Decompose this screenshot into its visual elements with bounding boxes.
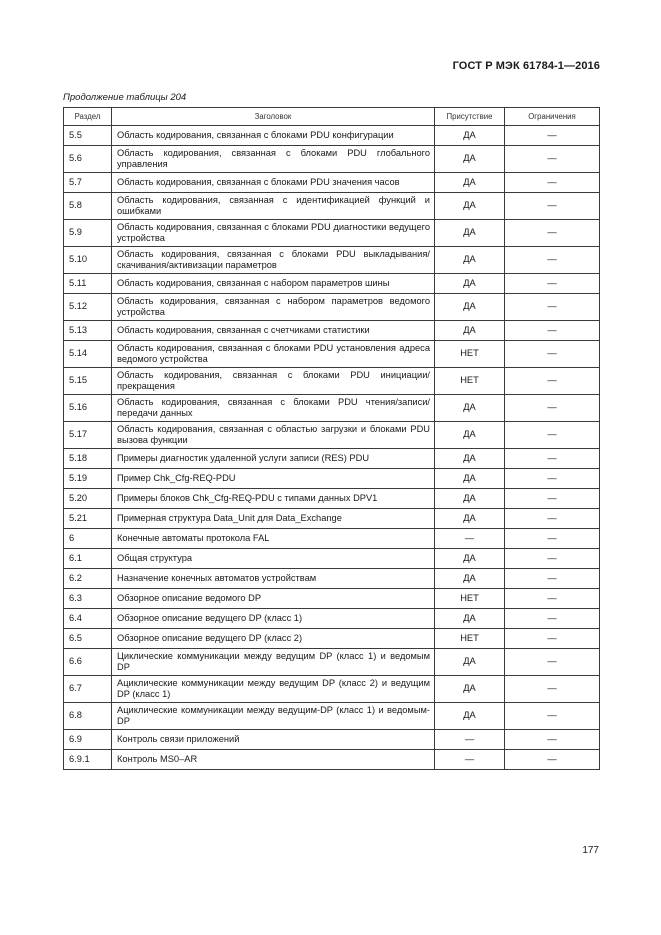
- cell-presence: —: [435, 529, 505, 549]
- cell-section: 6.9.1: [64, 750, 112, 770]
- cell-limits: —: [505, 589, 600, 609]
- cell-presence: ДА: [435, 569, 505, 589]
- cell-section: 5.9: [64, 220, 112, 247]
- cell-title: Область кодирования, связанная с счетчиками статистики: [112, 321, 435, 341]
- table-row: [64, 368, 600, 395]
- table-row: [64, 469, 600, 489]
- table-row: [64, 676, 600, 703]
- requirements-table: [63, 107, 600, 770]
- cell-limits: —: [505, 529, 600, 549]
- cell-title: Область кодирования, связанная с набором параметров ведомого устройства: [112, 294, 435, 321]
- cell-section: 5.12: [64, 294, 112, 321]
- cell-limits: —: [505, 703, 600, 730]
- cell-presence: ДА: [435, 193, 505, 220]
- cell-title: Циклические коммуникации между ведущим DP (класс 1) и ведомым DP: [112, 649, 435, 676]
- cell-presence: НЕТ: [435, 341, 505, 368]
- cell-presence: НЕТ: [435, 589, 505, 609]
- table-row: [64, 321, 600, 341]
- cell-title: Обзорное описание ведущего DP (класс 1): [112, 609, 435, 629]
- cell-section: 5.14: [64, 341, 112, 368]
- column-header-section: Раздел: [64, 108, 112, 126]
- table-row: [64, 274, 600, 294]
- cell-presence: ДА: [435, 509, 505, 529]
- cell-title: Область кодирования, связанная с блоками PDU глобального управления: [112, 146, 435, 173]
- standard-designation: ГОСТ Р МЭК 61784-1—2016: [452, 60, 600, 72]
- table-row: [64, 247, 600, 274]
- table-row: [64, 126, 600, 146]
- table-row: [64, 341, 600, 368]
- cell-limits: —: [505, 489, 600, 509]
- cell-presence: ДА: [435, 549, 505, 569]
- cell-title: Обзорное описание ведомого DP: [112, 589, 435, 609]
- table-row: [64, 422, 600, 449]
- table-row: [64, 529, 600, 549]
- table-row: [64, 220, 600, 247]
- cell-title: Область кодирования, связанная с набором параметров шины: [112, 274, 435, 294]
- cell-title: Область кодирования, связанная с областью загрузки и блоками PDU вызова функции: [112, 422, 435, 449]
- cell-limits: —: [505, 368, 600, 395]
- cell-section: 5.13: [64, 321, 112, 341]
- cell-title: Область кодирования, связанная с блоками PDU значения часов: [112, 173, 435, 193]
- cell-limits: —: [505, 247, 600, 274]
- cell-title: Область кодирования, связанная с блоками PDU инициации/прекращения: [112, 368, 435, 395]
- cell-limits: —: [505, 274, 600, 294]
- table-row: [64, 146, 600, 173]
- cell-section: 6.2: [64, 569, 112, 589]
- cell-section: 6.3: [64, 589, 112, 609]
- cell-section: 6.6: [64, 649, 112, 676]
- cell-limits: —: [505, 549, 600, 569]
- cell-presence: ДА: [435, 294, 505, 321]
- cell-section: 5.6: [64, 146, 112, 173]
- cell-limits: —: [505, 569, 600, 589]
- cell-presence: ДА: [435, 274, 505, 294]
- table-row: [64, 509, 600, 529]
- cell-presence: ДА: [435, 321, 505, 341]
- cell-section: 5.11: [64, 274, 112, 294]
- cell-limits: —: [505, 220, 600, 247]
- cell-presence: ДА: [435, 173, 505, 193]
- cell-presence: ДА: [435, 220, 505, 247]
- cell-limits: —: [505, 294, 600, 321]
- cell-presence: ДА: [435, 489, 505, 509]
- cell-title: Примерная структура Data_Unit для Data_Exchange: [112, 509, 435, 529]
- table-row: [64, 395, 600, 422]
- table-caption: Продолжение таблицы 204: [63, 92, 187, 103]
- cell-section: 5.21: [64, 509, 112, 529]
- cell-title: Область кодирования, связанная с блоками PDU конфигурации: [112, 126, 435, 146]
- cell-limits: —: [505, 649, 600, 676]
- table-row: [64, 294, 600, 321]
- table-row: [64, 549, 600, 569]
- cell-presence: ДА: [435, 703, 505, 730]
- cell-title: Область кодирования, связанная с блоками PDU выкладывания/скачивания/активизации параметров: [112, 247, 435, 274]
- cell-limits: —: [505, 422, 600, 449]
- cell-limits: —: [505, 193, 600, 220]
- cell-limits: —: [505, 341, 600, 368]
- cell-limits: —: [505, 146, 600, 173]
- cell-title: Ациклические коммуникации между ведущим DP (класс 2) и ведущим DP (класс 1): [112, 676, 435, 703]
- cell-presence: ДА: [435, 676, 505, 703]
- cell-title: Обзорное описание ведущего DP (класс 2): [112, 629, 435, 649]
- cell-presence: ДА: [435, 469, 505, 489]
- cell-presence: ДА: [435, 395, 505, 422]
- cell-limits: —: [505, 730, 600, 750]
- cell-title: Область кодирования, связанная с блоками PDU чтения/записи/передачи данных: [112, 395, 435, 422]
- cell-section: 6.5: [64, 629, 112, 649]
- cell-presence: —: [435, 750, 505, 770]
- cell-limits: —: [505, 750, 600, 770]
- cell-section: 5.7: [64, 173, 112, 193]
- cell-limits: —: [505, 173, 600, 193]
- table-row: [64, 173, 600, 193]
- cell-section: 6: [64, 529, 112, 549]
- column-header-title: Заголовок: [112, 108, 435, 126]
- cell-title: Конечные автоматы протокола FAL: [112, 529, 435, 549]
- cell-title: Контроль связи приложений: [112, 730, 435, 750]
- cell-section: 5.10: [64, 247, 112, 274]
- cell-section: 5.5: [64, 126, 112, 146]
- cell-section: 5.8: [64, 193, 112, 220]
- cell-presence: ДА: [435, 146, 505, 173]
- table-row: [64, 609, 600, 629]
- table-row: [64, 569, 600, 589]
- cell-presence: НЕТ: [435, 368, 505, 395]
- cell-title: Область кодирования, связанная с блоками PDU установления адреса ведомого устройства: [112, 341, 435, 368]
- table-row: [64, 589, 600, 609]
- page-number: 177: [582, 845, 599, 856]
- cell-limits: —: [505, 469, 600, 489]
- cell-section: 5.19: [64, 469, 112, 489]
- cell-limits: —: [505, 609, 600, 629]
- table-row: [64, 193, 600, 220]
- cell-title: Примеры блоков Chk_Cfg-REQ-PDU с типами данных DPV1: [112, 489, 435, 509]
- cell-title: Область кодирования, связанная с идентификацией функций и ошибками: [112, 193, 435, 220]
- cell-presence: ДА: [435, 126, 505, 146]
- cell-section: 6.1: [64, 549, 112, 569]
- cell-presence: ДА: [435, 449, 505, 469]
- cell-title: Пример Chk_Cfg-REQ-PDU: [112, 469, 435, 489]
- table-row: [64, 449, 600, 469]
- cell-section: 5.15: [64, 368, 112, 395]
- table-row: [64, 629, 600, 649]
- cell-section: 5.17: [64, 422, 112, 449]
- cell-section: 6.4: [64, 609, 112, 629]
- table-row: [64, 489, 600, 509]
- cell-title: Область кодирования, связанная с блоками PDU диагностики ведущего устройства: [112, 220, 435, 247]
- cell-limits: —: [505, 126, 600, 146]
- cell-limits: —: [505, 676, 600, 703]
- column-header-presence: Присутствие: [435, 108, 505, 126]
- cell-title: Общая структура: [112, 549, 435, 569]
- cell-section: 5.18: [64, 449, 112, 469]
- cell-limits: —: [505, 321, 600, 341]
- cell-limits: —: [505, 629, 600, 649]
- cell-title: Назначение конечных автоматов устройствам: [112, 569, 435, 589]
- cell-presence: НЕТ: [435, 629, 505, 649]
- cell-presence: ДА: [435, 247, 505, 274]
- table-header-row: [64, 108, 600, 126]
- cell-presence: —: [435, 730, 505, 750]
- column-header-limits: Ограничения: [505, 108, 600, 126]
- cell-section: 5.20: [64, 489, 112, 509]
- cell-title: Контроль MS0–AR: [112, 750, 435, 770]
- table-row: [64, 703, 600, 730]
- cell-limits: —: [505, 509, 600, 529]
- cell-presence: ДА: [435, 649, 505, 676]
- cell-presence: ДА: [435, 422, 505, 449]
- cell-limits: —: [505, 449, 600, 469]
- cell-presence: ДА: [435, 609, 505, 629]
- cell-title: Примеры диагностик удаленной услуги записи (RES) PDU: [112, 449, 435, 469]
- table-row: [64, 649, 600, 676]
- cell-limits: —: [505, 395, 600, 422]
- cell-section: 6.9: [64, 730, 112, 750]
- table-row: [64, 750, 600, 770]
- cell-section: 6.7: [64, 676, 112, 703]
- cell-section: 6.8: [64, 703, 112, 730]
- cell-section: 5.16: [64, 395, 112, 422]
- cell-title: Ациклические коммуникации между ведущим-DP (класс 1) и ведомым-DP: [112, 703, 435, 730]
- table-row: [64, 730, 600, 750]
